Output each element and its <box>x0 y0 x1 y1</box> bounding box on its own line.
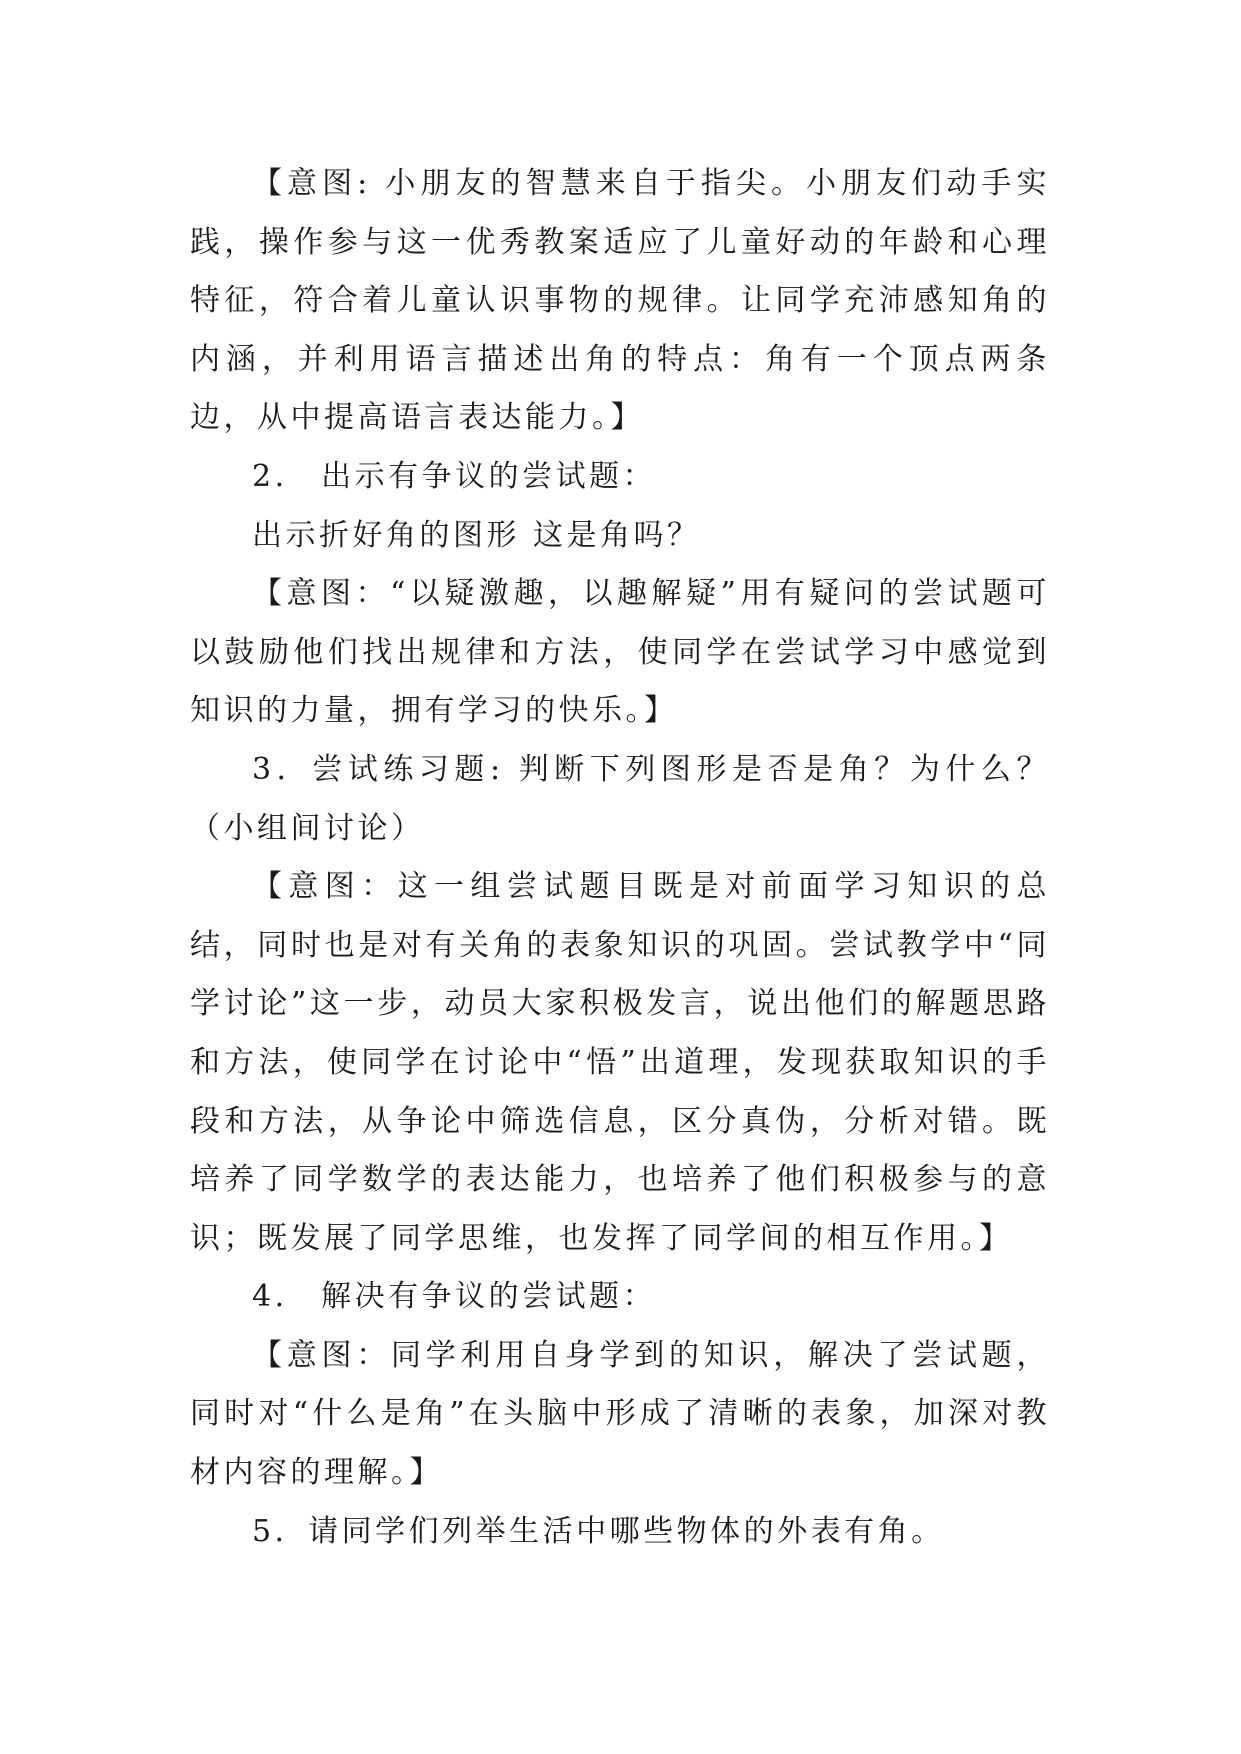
paragraph-step-3: 3．尝试练习题: 判断下列图形是否是角？为什么？（小组间讨论） <box>190 751 1050 846</box>
paragraph-step-5: 5．请同学们列举生活中哪些物体的外表有角。 <box>252 1513 945 1549</box>
paragraph-step-4: 4. 解决有争议的尝试题： <box>252 1279 657 1315</box>
paragraph-intent-1: 【意图: 小朋友的智慧来自于指尖。小朋友们动手实践，操作参与这一优秀教案适应了儿童好动的年龄和心理特征，符合着儿童认识事物的规律。让同学充沛感知角的内涵，并利用语言描述出角的特点：角有一个顶点两条边，从中提高语言表达能力。】 <box>190 166 1050 436</box>
paragraph-intent-2: 【意图：“以疑激趣，以趣解疑”用有疑问的尝试题可以鼓励他们找出规律和方法，使同学在尝试学习中感觉到知识的力量，拥有学习的快乐。】 <box>190 576 1050 729</box>
paragraph-step-2: 2. 出示有争议的尝试题： <box>252 458 657 494</box>
paragraph-intent-3: 【意图：这一组尝试题目既是对前面学习知识的总结，同时也是对有关角的表象知识的巩固。尝试教学中“同学讨论”这一步，动员大家积极发言，说出他们的解题思路和方法，使同学在讨论中“悟”出道理，发现获取知识的手段和方法，从争论中筛选信息，区分真伪，分析对错。既培养了同学数学的表达能力，也培养了他们积极参与的意识；既发展了同学思维，也发挥了同学间的相互作用。】 <box>190 869 1050 1256</box>
paragraph-intent-4: 【意图：同学利用自身学到的知识，解决了尝试题，同时对“什么是角”在头脑中形成了清晰的表象，加深对教材内容的理解。】 <box>190 1337 1050 1491</box>
paragraph-step-2-content: 出示折好角的图形 这是角吗？ <box>252 517 701 553</box>
document-body <box>190 155 1050 1561</box>
